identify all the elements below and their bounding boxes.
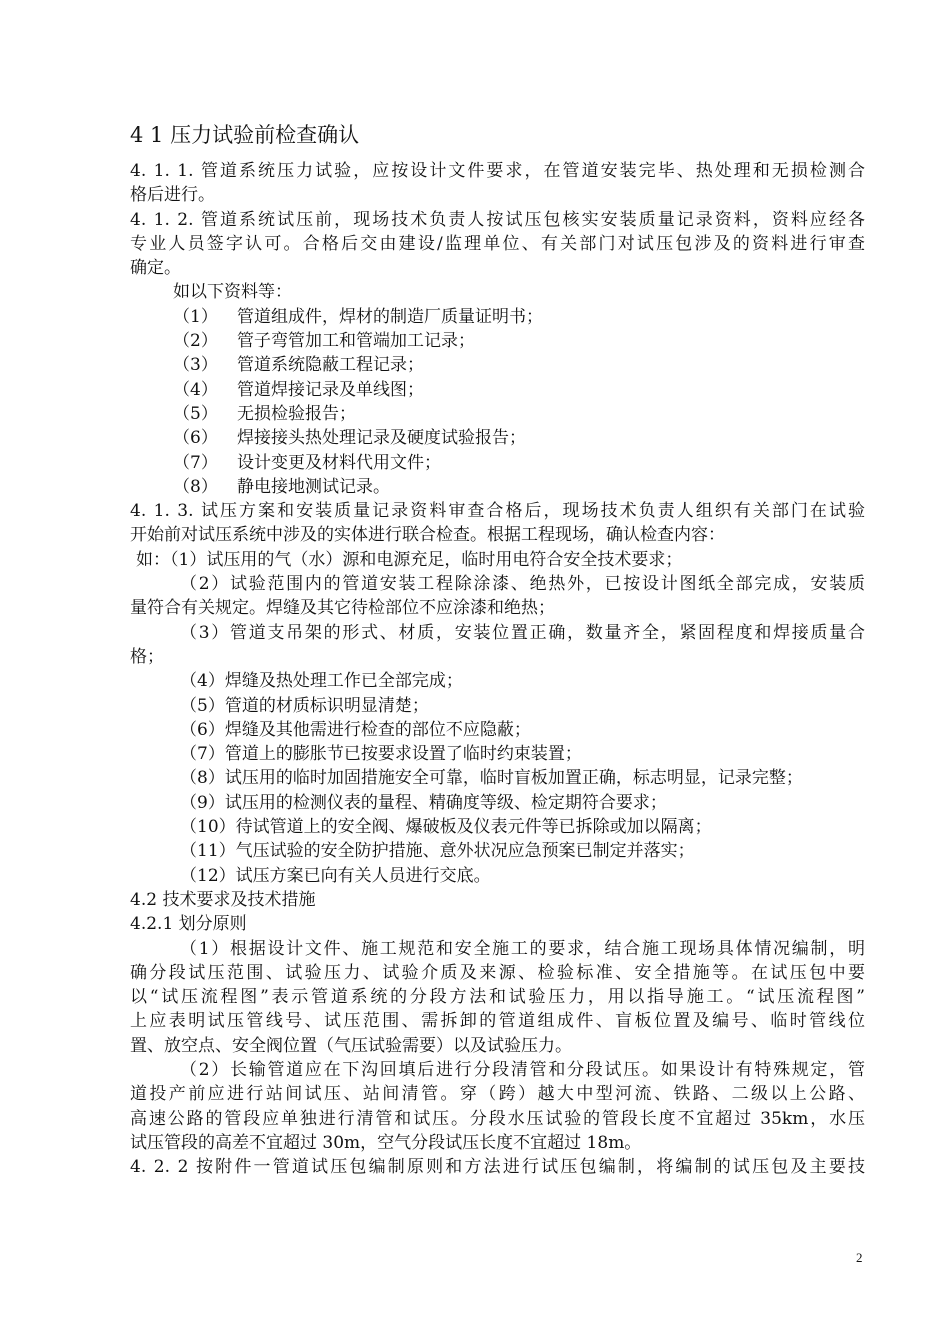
list-item-number: （8） (173, 476, 218, 497)
clause-4-1-1-line: 格后进行。 (130, 185, 215, 206)
list-item-number: （5） (173, 403, 218, 424)
clause-4-1-2-line: 4. 1. 2. 管道系统试压前，现场技术负责人按试压包核实安装质量记录资料，资料应经各 (130, 209, 865, 230)
clause-4-1-3-line: 4. 1. 3. 试压方案和安装质量记录资料审查合格后，现场技术负责人组织有关部门在试验 (130, 501, 865, 522)
section-heading-4-1: 4 1 压力试验前检查确认 (130, 123, 360, 147)
document-list-item (130, 305, 865, 329)
rule-1-line: 以“试压流程图”表示管道系统的分段方法和试验压力，用以指导施工。“试压流程图” (130, 987, 865, 1008)
list-item-number: （4） (173, 379, 218, 400)
list-item-number: （3） (173, 355, 218, 376)
document-list-item (130, 329, 865, 353)
check-item-2-line: 量符合有关规定。焊缝及其它待检部位不应涂漆和绝热； (130, 598, 555, 619)
check-item-2-line: （2）试验范围内的管道安装工程除涂漆、绝热外，已按设计图纸全部完成，安装质 (180, 574, 865, 595)
rule-2-line: 道投产前应进行站间试压、站间清管。穿（跨）越大中型河流、铁路、二级以上公路、 (130, 1084, 865, 1105)
list-item-number: （7） (173, 452, 218, 473)
rule-1-line: 置、放空点、安全阀位置（气压试验需要）以及试验压力。 (130, 1035, 572, 1056)
subsection-heading-4-2-1: 4.2.1 划分原则 (130, 914, 247, 935)
rule-2-line: （2）长输管道应在下沟回填后进行分段清管和分段试压。如果设计有特殊规定，管 (180, 1059, 865, 1080)
document-list-item (130, 475, 865, 499)
clause-4-1-2-line: 专业人员签字认可。合格后交由建设/监理单位、有关部门对试压包涉及的资料进行审查 (130, 233, 865, 254)
check-item: （12）试压方案已向有关人员进行交底。 (180, 865, 491, 886)
list-item-text: 管道系统隐蔽工程记录； (237, 355, 424, 376)
section-heading-4-2: 4.2 技术要求及技术措施 (130, 889, 316, 910)
check-item-3-line: 格； (130, 646, 164, 667)
rule-1-line: （1）根据设计文件、施工规范和安全施工的要求，结合施工现场具体情况编制，明 (180, 938, 865, 959)
rule-1-line: 确分段试压范围、试验压力、试验介质及来源、检验标准、安全措施等。在试压包中要 (130, 962, 865, 983)
page-number: 2 (856, 1250, 863, 1265)
check-item: （11）气压试验的安全防护措施、意外状况应急预案已制定并落实； (180, 841, 695, 862)
list-item-text: 焊接接头热处理记录及硬度试验报告； (237, 428, 526, 449)
check-item: （8）试压用的临时加固措施安全可靠，临时盲板加置正确，标志明显，记录完整； (180, 768, 803, 789)
clause-4-1-2-line: 确定。 (130, 258, 181, 279)
check-item: （4）焊缝及热处理工作已全部完成； (180, 671, 463, 692)
document-list-item (130, 426, 865, 450)
check-item: （6）焊缝及其他需进行检查的部位不应隐蔽； (180, 719, 531, 740)
rule-2-line: 试压管段的高差不宜超过 30m，空气分段试压长度不宜超过 18m。 (130, 1132, 642, 1153)
list-item-text: 管道组成件，焊材的制造厂质量证明书； (237, 306, 543, 327)
list-item-number: （6） (173, 428, 218, 449)
rule-1-line: 上应表明试压管线号、试压范围、需拆卸的管道组成件、盲板位置及编号、临时管线位 (130, 1011, 865, 1032)
list-item-number: （2） (173, 331, 218, 352)
check-item-1: 如：（1）试压用的气（水）源和电源充足，临时用电符合安全技术要求； (136, 549, 683, 570)
list-item-text: 无损检验报告； (237, 403, 356, 424)
list-item-number: （1） (173, 306, 218, 327)
clause-4-2-2-line: 4. 2. 2 按附件一管道试压包编制原则和方法进行试压包编制，将编制的试压包及主要技 (130, 1157, 865, 1178)
rule-2-line: 高速公路的管段应单独进行清管和试压。分段水压试验的管段长度不宜超过 35km，水压 (130, 1108, 865, 1129)
document-list-item (130, 451, 865, 475)
check-item: （10）待试管道上的安全阀、爆破板及仪表元件等已拆除或加以隔离； (180, 817, 712, 838)
clause-4-1-1-line: 4. 1. 1. 管道系统压力试验，应按设计文件要求，在管道安装完毕、热处理和无损检测合 (130, 161, 865, 181)
document-list-item (130, 378, 865, 402)
document-list-item (130, 353, 865, 377)
list-item-text: 静电接地测试记录。 (237, 476, 390, 497)
list-item-text: 管子弯管加工和管端加工记录； (237, 331, 475, 352)
document-body (130, 159, 865, 1179)
clause-4-1-3-line: 开始前对试压系统中涉及的实体进行联合检查。根据工程现场，确认检查内容： (130, 525, 725, 546)
check-item: （5）管道的材质标识明显清楚； (180, 695, 429, 716)
check-item: （7）管道上的膨胀节已按要求设置了临时约束装置； (180, 744, 582, 765)
list-item-text: 设计变更及材料代用文件； (237, 452, 441, 473)
check-item-3-line: （3）管道支吊架的形式、材质，安装位置正确，数量齐全，紧固程度和焊接质量合 (180, 622, 865, 643)
document-list-item (130, 402, 865, 426)
list-item-text: 管道焊接记录及单线图； (237, 379, 424, 400)
documents-intro: 如以下资料等： (173, 282, 292, 303)
check-item: （9）试压用的检测仪表的量程、精确度等级、检定期符合要求； (180, 792, 667, 813)
